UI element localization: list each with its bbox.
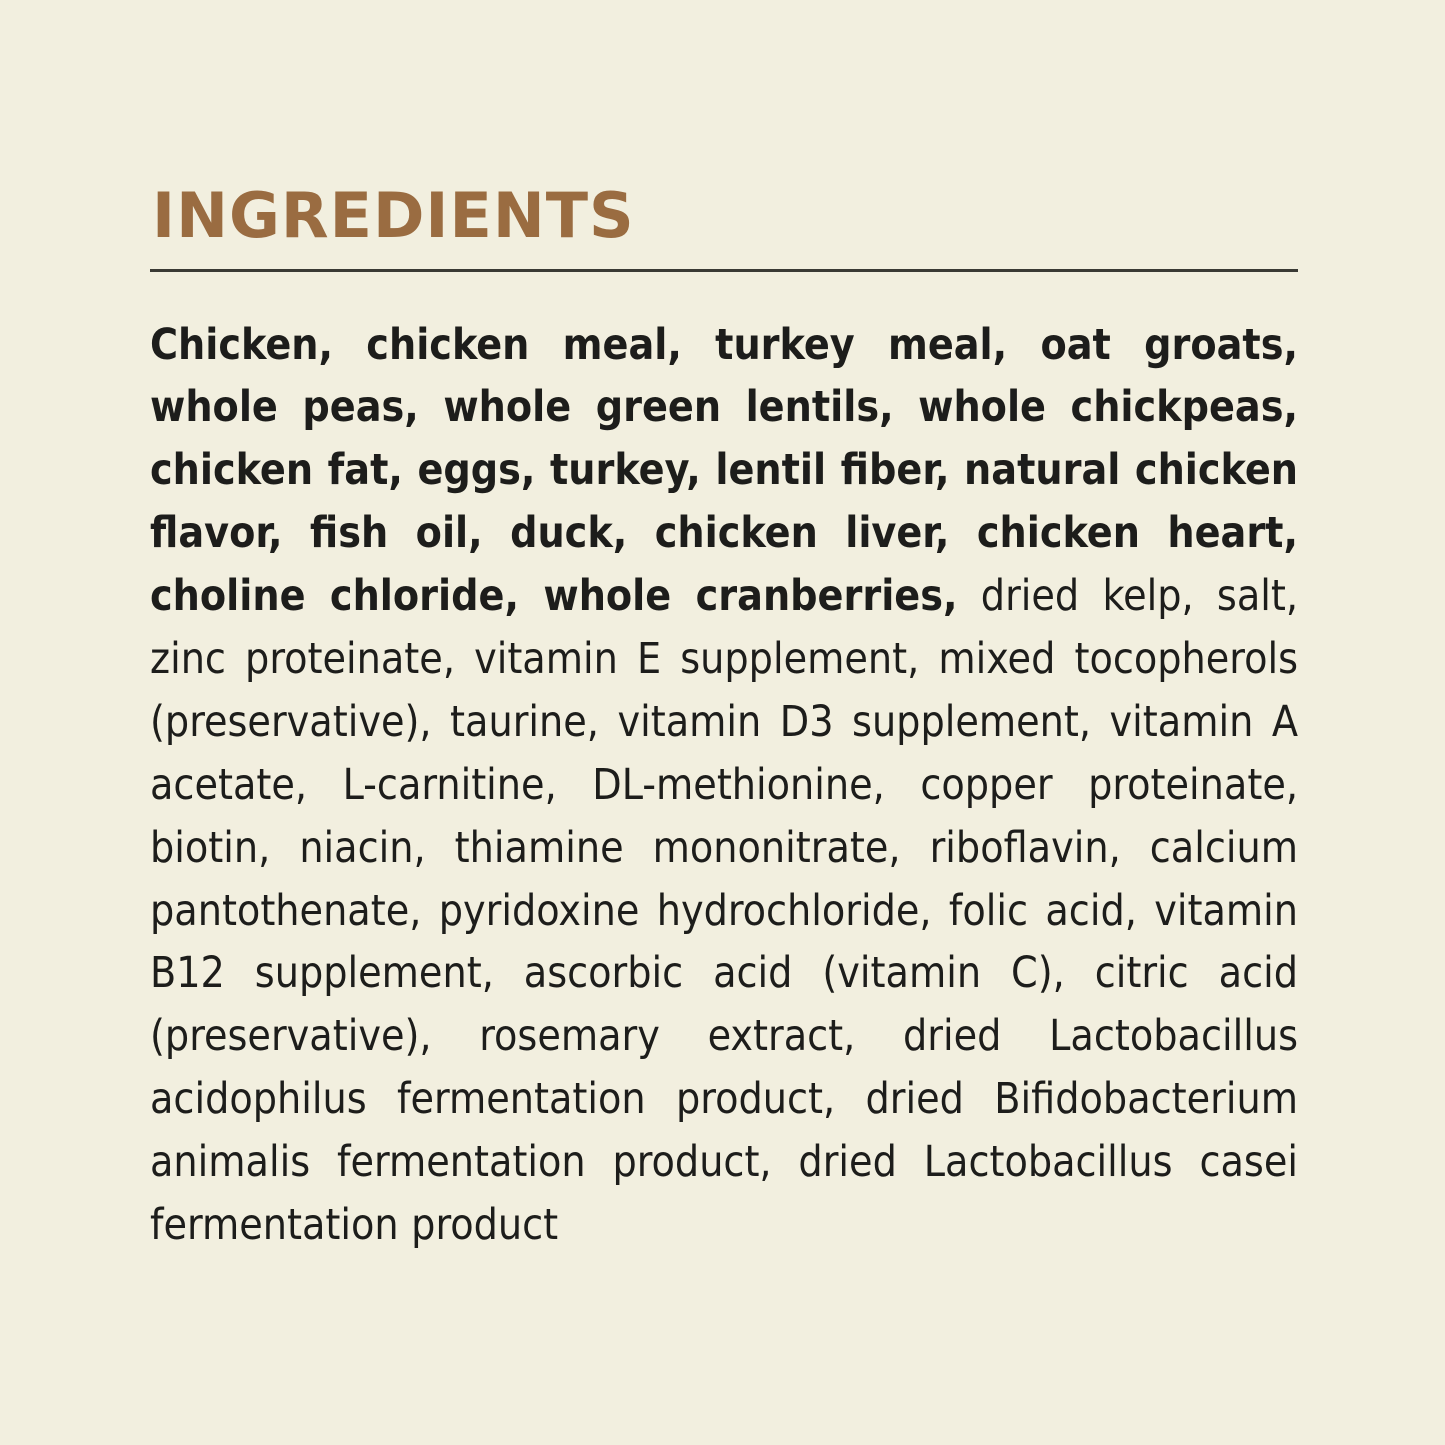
page-title: INGREDIENTS bbox=[152, 179, 635, 252]
title-divider bbox=[150, 269, 1298, 272]
ingredients-primary-text: Chicken, chicken meal, turkey meal, oat groats, whole peas, whole green lentils, whole chickpeas, chicken fat, eggs, turkey, lentil fiber, natural chicken flavor, fish oil, duck, chicken liver, chicken heart, choline chloride, whole cranberries, bbox=[150, 320, 1298, 622]
ingredients-secondary-text: dried kelp, salt, zinc proteinate, vitamin E supplement, mixed tocopherols (preservative), taurine, vitamin D3 supplement, vitamin A acetate, L-carnitine, DL-methionine, copper proteinate, biotin, niacin, thiamine mononitrate, riboflavin, calcium pantothenate, pyridoxine hydrochloride, folic acid, vitamin B12 supplement, ascorbic acid (vitamin C), citric acid (preservative), rosemary extract, dried Lactobacillus acidophilus fermentation product, dried Bifidobacterium animalis fermentation product, dried Lactobacillus casei fermentation product bbox=[150, 572, 1298, 1250]
ingredients-panel bbox=[150, 179, 1298, 1300]
ingredients-paragraph bbox=[150, 315, 1298, 1258]
